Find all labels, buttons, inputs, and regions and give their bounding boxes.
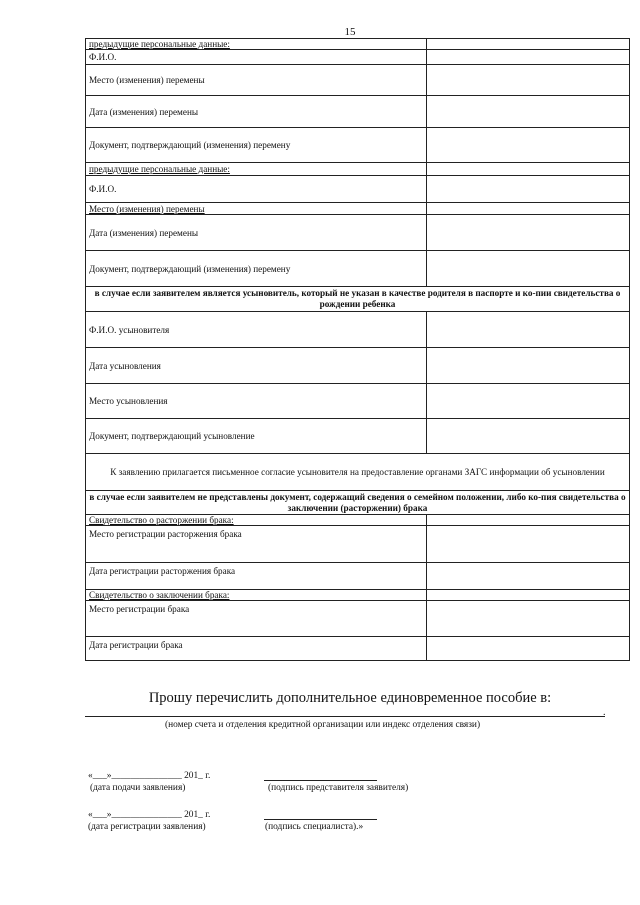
value-cell[interactable] [427, 601, 630, 637]
section-heading-marital: в случае если заявителем не представлены документ, содержащий сведения о семейном положении, либо ко-пия свидетельства о заключении (расторжении) брака [86, 491, 630, 515]
specialist-signature-line[interactable] [264, 819, 377, 820]
row-label: Место регистрации брака [86, 601, 427, 637]
account-number-line[interactable] [85, 716, 605, 717]
value-cell[interactable] [427, 515, 630, 526]
row-label: Ф.И.О. [86, 50, 427, 65]
value-cell[interactable] [427, 419, 630, 454]
row-label: Место (изменения) перемены [86, 203, 427, 215]
value-cell[interactable] [427, 128, 630, 163]
value-cell[interactable] [427, 39, 630, 50]
value-cell[interactable] [427, 637, 630, 661]
row-label: Дата регистрации расторжения брака [86, 563, 427, 590]
registration-date-template: «___»_______________ 201_ г. [88, 810, 211, 820]
row-label: Документ, подтверждающий (изменения) перемену [86, 251, 427, 287]
value-cell[interactable] [427, 203, 630, 215]
value-cell[interactable] [427, 312, 630, 348]
application-date-template: «___»_______________ 201_ г. [88, 771, 211, 781]
section-heading-adoption: в случае если заявителем является усыновитель, который не указан в качестве родителя в паспорте и ко-пии свидетельства о рождении ребенка [86, 287, 630, 312]
application-date-label: (дата подачи заявления) [90, 783, 186, 793]
row-label: предыдущие персональные данные: [86, 163, 427, 176]
row-label: Свидетельство о расторжении брака: [86, 515, 427, 526]
value-cell[interactable] [427, 50, 630, 65]
row-label: Документ, подтверждающий (изменения) перемену [86, 128, 427, 163]
row-label: Дата (изменения) перемены [86, 215, 427, 251]
row-label: Документ, подтверждающий усыновление [86, 419, 427, 454]
value-cell[interactable] [427, 163, 630, 176]
page-number: 15 [344, 26, 356, 38]
row-label: Дата усыновления [86, 348, 427, 384]
row-label: Свидетельство о заключении брака: [86, 590, 427, 601]
adoption-consent-note: К заявлению прилагается письменное согласие усыновителя на предоставление органами ЗАГС информации об усыновлении [86, 454, 630, 491]
account-line-end: . [603, 707, 606, 718]
value-cell[interactable] [427, 215, 630, 251]
row-label: Место усыновления [86, 384, 427, 419]
row-label: Ф.И.О. [86, 176, 427, 203]
row-label: Место (изменения) перемены [86, 65, 427, 96]
applicant-signature-label: (подпись представителя заявителя) [268, 783, 409, 793]
specialist-signature-label: (подпись специалиста).» [265, 822, 364, 832]
row-label: Дата (изменения) перемены [86, 96, 427, 128]
account-caption: (номер счета и отделения кредитной организации или индекс отделения связи) [165, 720, 481, 730]
request-text: Прошу перечислить дополнительное единовременное пособие в: [148, 690, 552, 706]
value-cell[interactable] [427, 96, 630, 128]
row-label: Ф.И.О. усыновителя [86, 312, 427, 348]
value-cell[interactable] [427, 590, 630, 601]
value-cell[interactable] [427, 384, 630, 419]
row-label: Место регистрации расторжения брака [86, 526, 427, 563]
registration-date-label: (дата регистрации заявления) [88, 822, 206, 832]
row-label: Дата регистрации брака [86, 637, 427, 661]
row-label: предыдущие персональные данные: [86, 39, 427, 50]
value-cell[interactable] [427, 176, 630, 203]
value-cell[interactable] [427, 348, 630, 384]
value-cell[interactable] [427, 65, 630, 96]
applicant-signature-line[interactable] [264, 780, 377, 781]
value-cell[interactable] [427, 526, 630, 563]
value-cell[interactable] [427, 563, 630, 590]
personal-data-form-table [85, 38, 630, 661]
value-cell[interactable] [427, 251, 630, 287]
